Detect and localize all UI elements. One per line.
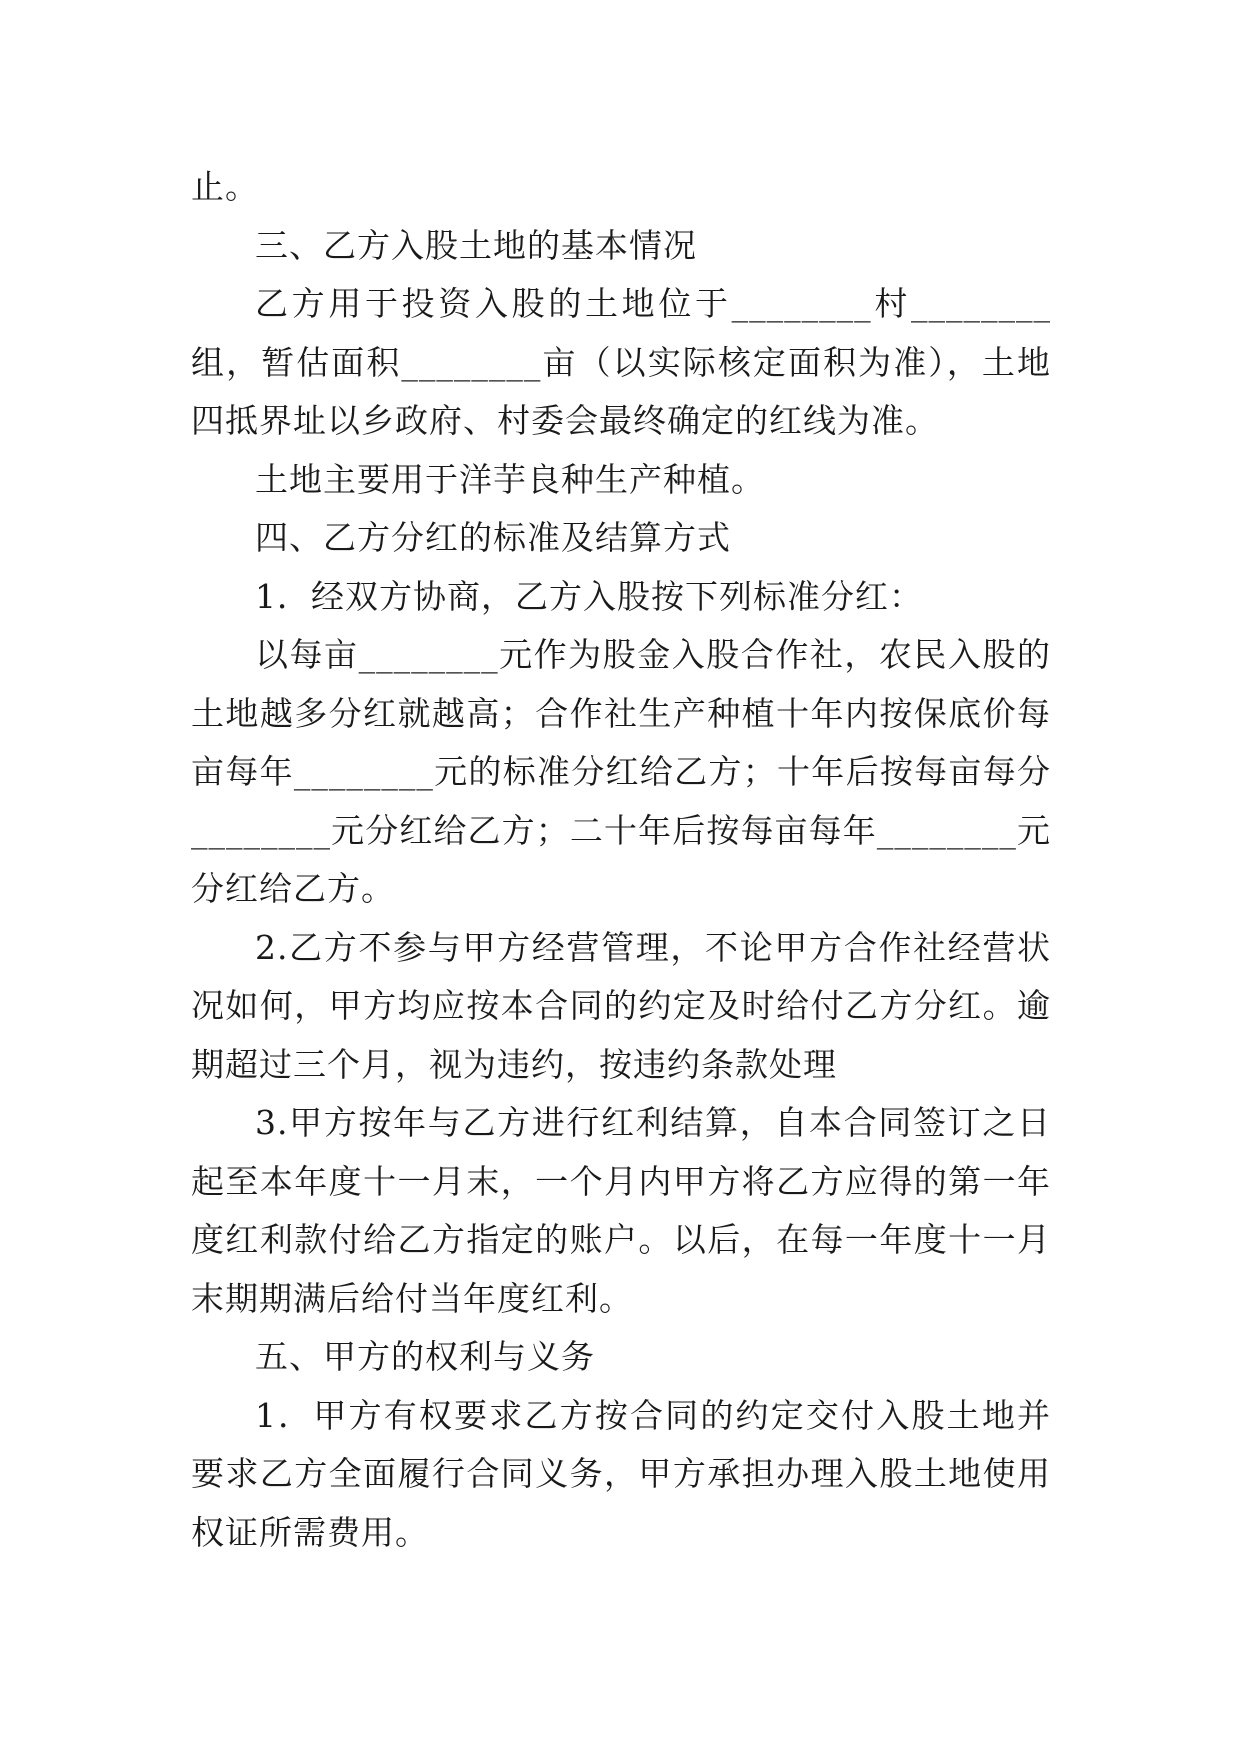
clause-4-3: 3.甲方按年与乙方进行红利结算，自本合同签订之日起至本年度十一月末，一个月内甲方将乙方应得的第一年度红利款付给乙方指定的账户。以后，在每一年度十一月末期期满后给付当年度红利。 [191, 1103, 1051, 1318]
section-heading-5: 五、甲方的权利与义务 [255, 1337, 595, 1376]
clause-4-1: 1．经双方协商，乙方入股按下列标准分红： [255, 576, 923, 616]
paragraph-land-location: 乙方用于投资入股的土地位于________村________组，暂估面积________亩（以实际核定面积为准），土地四抵界址以乡政府、村委会最终确定的红线为准。 [191, 284, 1051, 440]
paragraph-continuation: 止。 [191, 167, 259, 206]
clause-5-1: 1．甲方有权要求乙方按合同的约定交付入股土地并要求乙方全面履行合同义务，甲方承担办理入股土地使用权证所需费用。 [191, 1395, 1051, 1552]
section-heading-4: 四、乙方分红的标准及结算方式 [255, 518, 731, 557]
paragraph-land-use: 土地主要用于洋芋良种生产种植。 [255, 459, 765, 499]
clause-4-2: 2.乙方不参与甲方经营管理，不论甲方合作社经营状况如何，甲方均应按本合同的约定及时给付乙方分红。逾期超过三个月，视为违约，按违约条款处理 [191, 927, 1051, 1084]
paragraph-dividend-standard: 以每亩________元作为股金入股合作社，农民入股的土地越多分红就越高；合作社生产种植十年内按保底价每亩每年________元的标准分红给乙方；十年后按每亩每分________元分红给乙方；二十年后按每亩每年________元分红给乙方。 [191, 635, 1051, 908]
document-body [191, 158, 1051, 1562]
section-heading-3: 三、乙方入股土地的基本情况 [255, 225, 697, 265]
